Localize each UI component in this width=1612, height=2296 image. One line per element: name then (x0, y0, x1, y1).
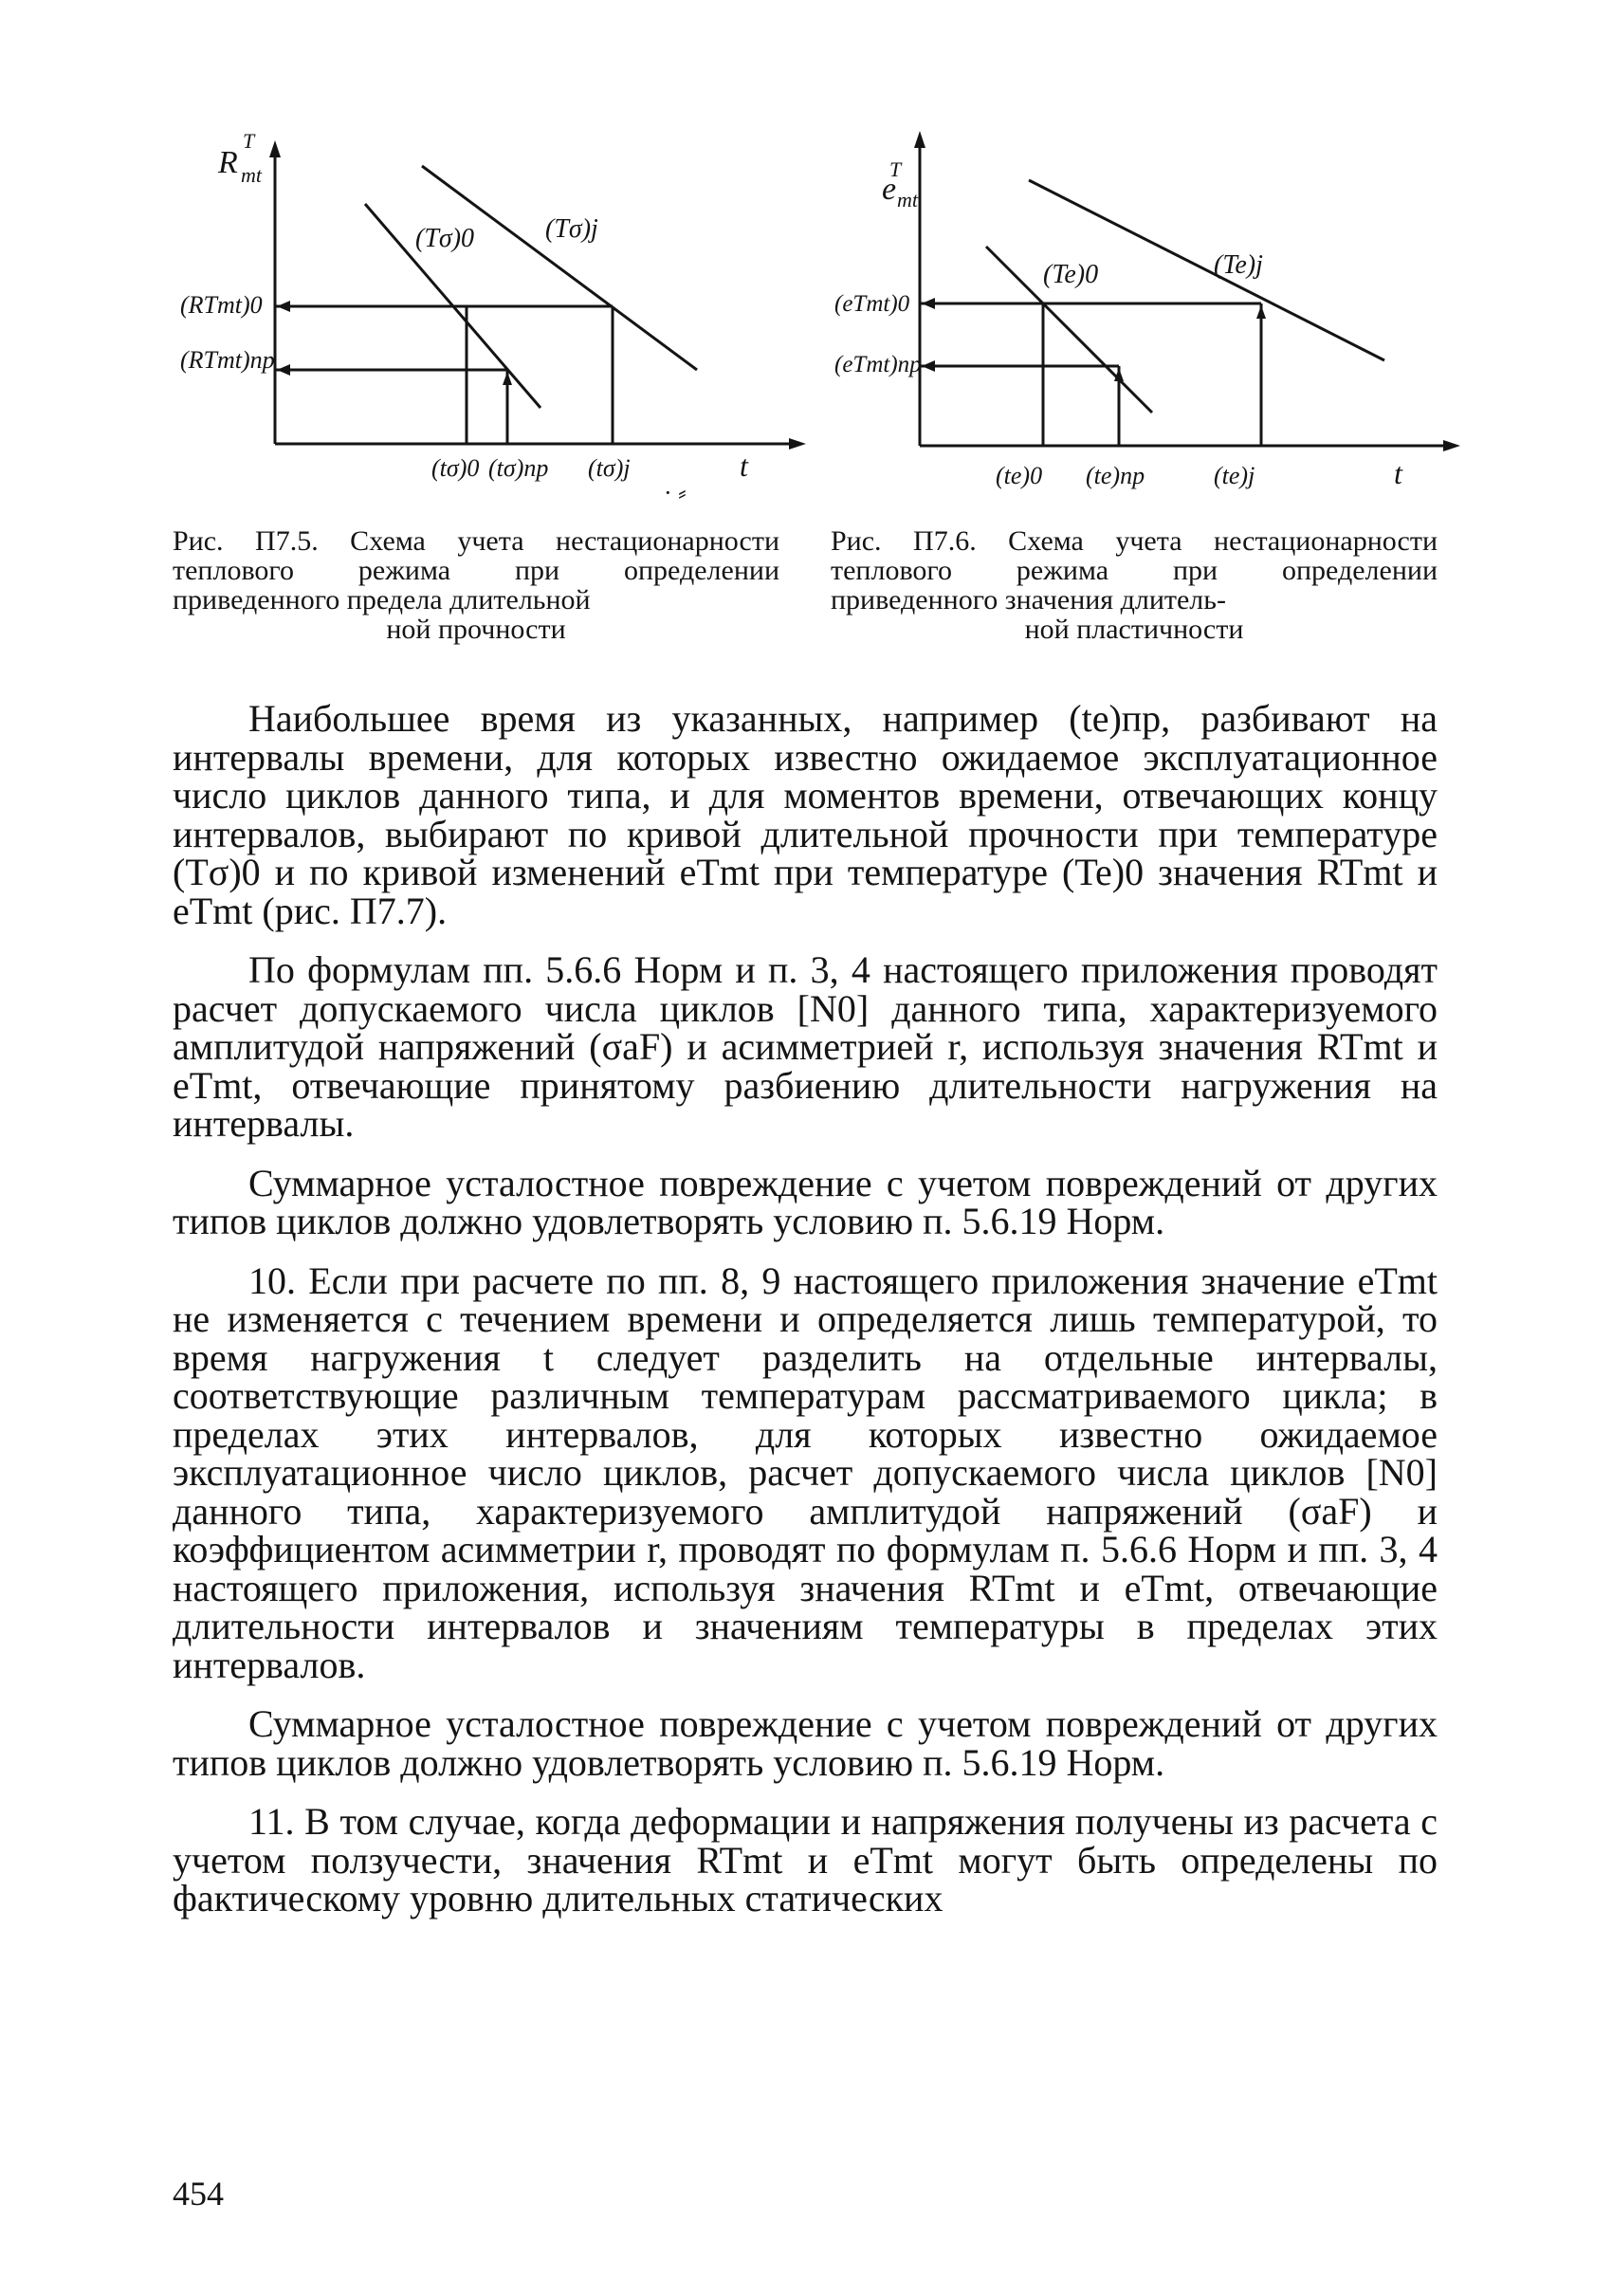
x-tick-label-j: (te)j (1214, 462, 1255, 489)
caption-left-last: ной прочности (386, 614, 566, 645)
y-tick-label-0: (RTmt)0 (180, 291, 263, 319)
caption-right-main: Рис. П7.6. Схема учета нестационарности теплового режима при определении приведенного значения длитель- (831, 525, 1438, 615)
caption-left-main: Рис. П7.5. Схема учета нестационарности теплового режима при определении приведенного предела длительной (173, 525, 779, 615)
paragraph: Суммарное усталостное повреждение с учетом повреждений от других типов циклов должно удовлетворять условию п. 5.6.19 Норм. (173, 1161, 1438, 1242)
paragraph: 10. Если при расчете по пп. 8, 9 настоящего приложения значение eTmt не изменяется с течением времени и определяется лишь температурой, то время нагружения t следует разделить на отдельные интервалы, соответствующие различным температурам рассматриваемого цикла; в пределах этих интервалов, для которых известно ожидаемое эксплуатационное число циклов, расчет допускаемого числа циклов [N0] данного типа, характеризуемого амплитудой напряжений (σaF) и коэффициентом асимметрии r, проводят по формулам п. 5.6.6 Норм и пп. 3, 4 настоящего приложения, используя значения RTmt и eTmt, отвечающие длительности интервалов и значениям температуры в пределах этих интервалов. (173, 1258, 1438, 1686)
y-axis-sub: mt (241, 163, 262, 187)
body-text (173, 697, 1438, 1939)
x-tick-label-0: (tσ)0 (431, 454, 480, 482)
y-axis-sub: mt (897, 188, 918, 211)
paragraph: Суммарное усталостное повреждение с учетом повреждений от других типов циклов должно удовлетворять условию п. 5.6.19 Норм. (173, 1702, 1438, 1784)
y-axis-sup: T (243, 129, 255, 153)
page-number: 454 (173, 2175, 224, 2213)
x-tick-label-0: (te)0 (996, 462, 1043, 489)
paragraph: По формулам пп. 5.6.6 Норм и п. 3, 4 настоящего приложения проводят расчет допускаемого числа циклов [N0] данного типа, характеризуемого амплитудой напряжений (σaF) и асимметрией r, используя значения RTmt и eTmt, отвечающие принятому разбиению длительности нагружения на интервалы. (173, 948, 1438, 1145)
x-tick-label-j: (tσ)j (588, 454, 631, 482)
x-axis-label: t (1394, 456, 1402, 490)
line-tsj (422, 166, 697, 370)
y-tick-label-pr: (RTmt)пр (180, 346, 275, 374)
line-label-tej: (Te)j (1214, 250, 1263, 280)
paragraph: Наибольшее время из указанных, например (tе)пр, разбивают на интервалы времени, для которых известно ожидаемое эксплуатационное число циклов данного типа, и для моментов времени, отвечающих концу интервалов, выбирают по кривой длительной прочности при температуре (Tσ)0 и по кривой изменений eTmt при температуре (Te)0 значения RTmt и eTmt (рис. П7.7). (173, 697, 1438, 932)
paragraph: 11. В том случае, когда деформации и напряжения получены из расчета с учетом ползучести, значения RTmt и eTmt могут быть определены по фактическому уровню длительных статических (173, 1800, 1438, 1919)
caption-right-last: ной пластичности (1024, 614, 1244, 645)
caption-p7-6 (831, 526, 1438, 644)
x-axis-label: t (740, 449, 748, 483)
line-label-te0: (Te)0 (1043, 260, 1099, 289)
line-label-ts0: (Tσ)0 (415, 224, 475, 253)
caption-p7-5 (173, 526, 779, 644)
y-axis-label: R (218, 145, 238, 180)
y-tick-label-0: (eTmt)0 (834, 291, 910, 317)
scan-mark: · ⸗ (664, 479, 687, 506)
figure-p7-5 (161, 123, 806, 522)
x-tick-label-pr: (tσ)пр (488, 454, 549, 482)
line-label-tsj: (Tσ)j (545, 214, 598, 244)
x-tick-label-pr: (te)пр (1086, 462, 1145, 489)
y-axis-sup: T (889, 157, 902, 181)
figure-p7-6 (815, 123, 1460, 522)
y-tick-label-pr: (eTmt)пр (834, 352, 922, 377)
y-axis-label: e (882, 172, 897, 207)
